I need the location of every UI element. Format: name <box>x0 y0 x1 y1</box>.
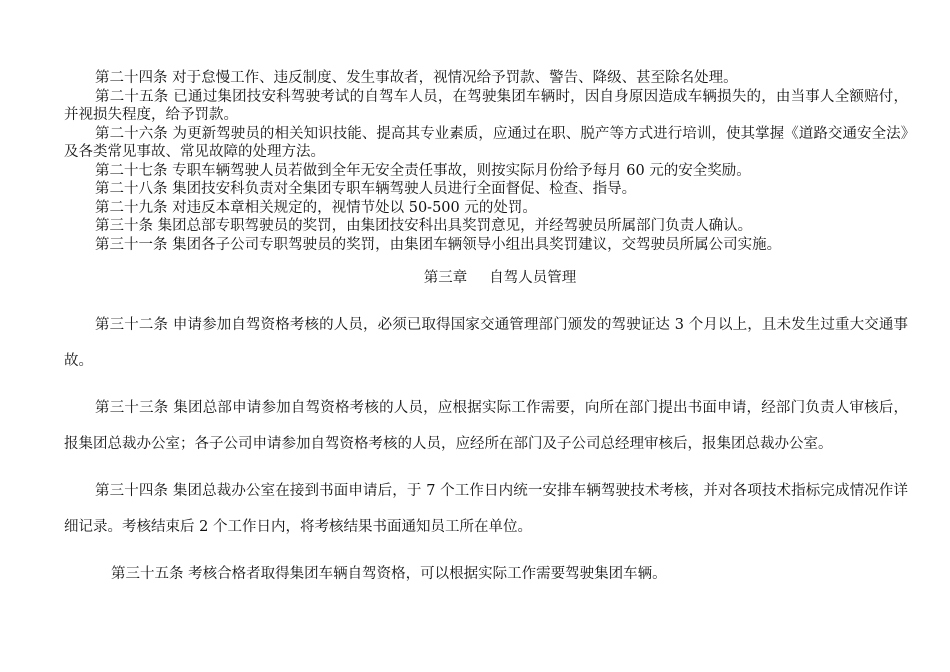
article-paragraph: 第二十四条 对于怠慢工作、违反制度、发生事故者，视情况给予罚款、警告、降级、甚至除名处理。 <box>95 70 738 86</box>
chapter-title: 自驾人员管理 <box>489 270 577 286</box>
article-paragraph: 第二十六条 为更新驾驶员的相关知识技能、提高其专业素质，应通过在职、脱产等方式进行培训，使其掌握《道路交通安全法》及各类常见事故、常见故障的处理方法。 <box>64 125 908 160</box>
article-paragraph: 第二十五条 已通过集团技安科驾驶考试的自驾车人员，在驾驶集团车辆时，因自身原因造成车辆损失的，由当事人全额赔付，并视损失程度，给予罚款。 <box>64 88 908 123</box>
articles-section-lower <box>64 307 908 603</box>
article-paragraph: 第三十条 集团总部专职驾驶员的奖罚，由集团技安科出具奖罚意见，并经驾驶员所属部门负责人确认。 <box>95 218 753 234</box>
article-paragraph: 第三十五条 考核合格者取得集团车辆自驾资格，可以根据实际工作需要驾驶集团车辆。 <box>111 566 667 582</box>
article-paragraph: 第三十二条 申请参加自驾资格考核的人员，必须已取得国家交通管理部门颁发的驾驶证达 3 个月以上，且未发生过重大交通事故。 <box>64 317 908 369</box>
articles-section-upper <box>64 69 908 254</box>
article-paragraph: 第三十三条 集团总部申请参加自驾资格考核的人员，应根据实际工作需要，向所在部门提出书面申请，经部门负责人审核后，报集团总裁办公室；各子公司申请参加自驾资格考核的人员，应经所在部门及子公司总经理审核后，报集团总裁办公室。 <box>64 400 908 452</box>
article-paragraph: 第三十四条 集团总裁办公室在接到书面申请后，于 7 个工作日内统一安排车辆驾驶技术考核，并对各项技术指标完成情况作详细记录。考核结束后 2 个工作日内，将考核结果书面通知员工所在单位。 <box>64 483 908 535</box>
chapter-number: 第三章 <box>423 270 468 286</box>
article-paragraph: 第二十七条 专职车辆驾驶人员若做到全年无安全责任事故，则按实际月份给予每月 60 元的安全奖励。 <box>95 162 751 179</box>
article-paragraph: 第二十九条 对违反本章相关规定的，视情节处以 50-500 元的处罚。 <box>95 199 537 216</box>
article-paragraph: 第二十八条 集团技安科负责对全集团专职车辆驾驶人员进行全面督促、检查、指导。 <box>95 181 637 197</box>
article-paragraph: 第三十一条 集团各子公司专职驾驶员的奖罚，由集团车辆领导小组出具奖罚建议，交驾驶员所属公司实施。 <box>95 236 782 253</box>
chapter-heading <box>0 268 950 288</box>
